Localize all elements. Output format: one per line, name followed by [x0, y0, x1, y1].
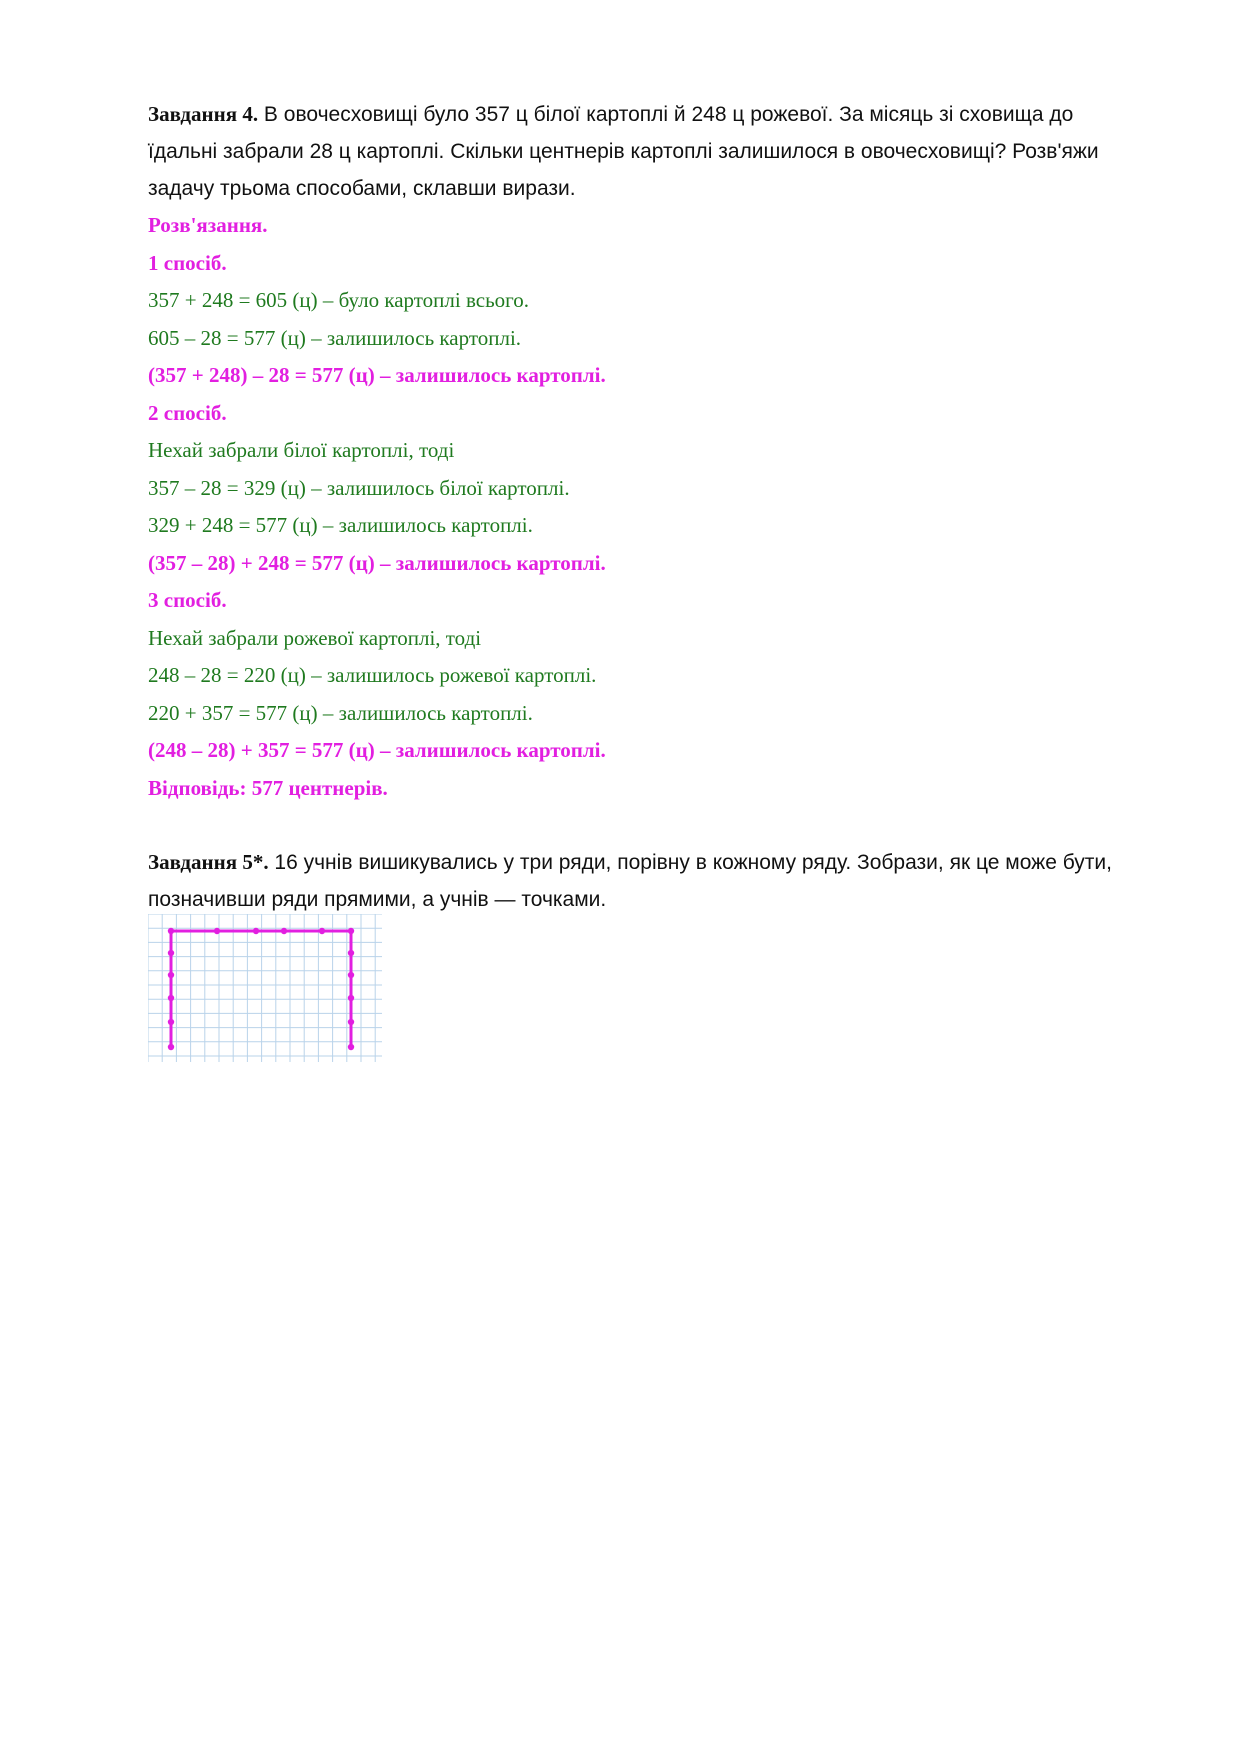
task-5	[148, 844, 1148, 918]
task-4-label: Завдання 4.	[148, 102, 259, 126]
spacer	[148, 807, 1148, 844]
way-3-intro: Нехай забрали рожевої картоплі, тоді	[148, 625, 482, 650]
way-3-step-2: 220 + 357 = 577 (ц) – залишилось картоплі.	[148, 700, 533, 725]
way-1-expression: (357 + 248) – 28 = 577 (ц) – залишилось картоплі.	[148, 363, 606, 387]
student-dot	[214, 928, 220, 934]
way-3-title: 3 спосіб.	[148, 588, 227, 612]
student-dot	[348, 950, 354, 956]
grid-lines	[148, 914, 382, 1062]
answer: Відповідь: 577 центнерів.	[148, 775, 388, 800]
task-5-label: Завдання 5*.	[148, 850, 269, 874]
student-dot	[281, 928, 287, 934]
student-dot	[348, 972, 354, 978]
solution-heading: Розв'язання.	[148, 213, 268, 237]
way-2-expression: (357 – 28) + 248 = 577 (ц) – залишилось картоплі.	[148, 550, 606, 575]
way-1-title: 1 спосіб.	[148, 250, 227, 275]
student-dot	[348, 1044, 354, 1050]
student-dots	[168, 928, 354, 1050]
task-5-text: 16 учнів вишикувались у три ряди, порівну в кожному ряду. Зобрази, як це може бути, позначивши ряди прямими, а учнів — точками.	[148, 851, 1112, 911]
grid-drawing	[148, 914, 382, 1062]
student-dot	[348, 1019, 354, 1025]
way-2-step-1: 357 – 28 = 329 (ц) – залишилось білої картоплі.	[148, 475, 570, 500]
way-2-step-2: 329 + 248 = 577 (ц) – залишилось картоплі.	[148, 513, 533, 537]
student-dot	[348, 995, 354, 1001]
student-dot	[168, 950, 174, 956]
student-dot	[168, 928, 174, 934]
student-dot	[253, 928, 259, 934]
worksheet-page	[148, 96, 1148, 918]
task-4	[148, 96, 1148, 207]
student-dot	[168, 995, 174, 1001]
way-2-intro: Нехай забрали білої картоплі, тоді	[148, 438, 455, 462]
student-rows	[171, 931, 351, 1047]
student-dot	[168, 1019, 174, 1025]
way-2-title: 2 спосіб.	[148, 400, 227, 425]
student-dot	[319, 928, 325, 934]
way-3-expression: (248 – 28) + 357 = 577 (ц) – залишилось картоплі.	[148, 738, 606, 762]
student-dot	[168, 1044, 174, 1050]
task-4-text: В овочесховищі було 357 ц білої картоплі й 248 ц рожевої. За місяць зі сховища до їдальні забрали 28 ц картоплі. Скільки центнерів картоплі залишилося в овочесховищі? Розв'яжи задачу трьома способами, склавши вирази.	[148, 103, 1099, 200]
student-dot	[168, 972, 174, 978]
way-1-step-1: 357 + 248 = 605 (ц) – було картоплі всього.	[148, 288, 530, 312]
way-3-step-1: 248 – 28 = 220 (ц) – залишилось рожевої картоплі.	[148, 663, 597, 687]
student-dot	[348, 928, 354, 934]
way-1-step-2: 605 – 28 = 577 (ц) – залишилось картоплі.	[148, 325, 522, 350]
